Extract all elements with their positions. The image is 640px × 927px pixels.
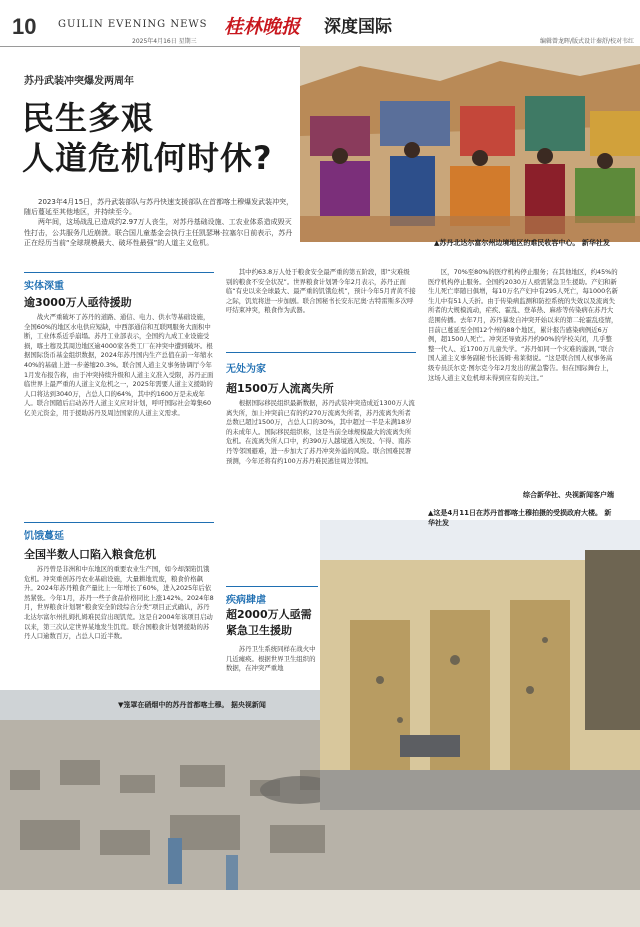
- article-byline: 综合新华社、央视新闻客户端: [523, 491, 614, 499]
- headline-line-2: 人道危机何时休?: [22, 139, 273, 177]
- column3-body-text: 区，70%至80%的医疗机构停止服务；在其他地区，约45%的医疗机构停止服务。全国约2030万人亟需紧急卫生援助。产妇和新生儿死亡率随日俱增，每10万名产妇中有295人死亡，每1000名新生儿中有51人夭折。由于传染病监测和防控系统的失效以及流离失所者的大规模流动，疟疾、霍乱、登革热、麻疹等传染病在苏丹大范围传播。去年7月，苏丹暴发自冲突开始以来的第二轮霍乱疫情，目前已蔓延至全国12个州的88个地区，累计报告感染病例近6万例，超1500人死亡。冲突还导致苏丹约90%的学校关闭，几乎整整一代人、近1700万儿童失学。“苏丹如同一个灾难的漩涡，”联合国人道主义事务副秘书长汤姆·弗莱彻说。“这是联合国人权事务高级专员沃尔克·图尔克今年2月发出的紧急警告。但在国际舞台上，这场人道主义危机却未得到应有的关注。”: [428, 268, 618, 382]
- divider-sec1: [24, 272, 214, 273]
- section-body-3-text: 根据国际移民组织最新数据，苏丹武装冲突造成近1300万人流离失所，加上冲突前已有的约270万流离失所者，苏丹流离失所者总数已超过1500万，占总人口的30%，其中超过一半是未满18岁的未成年人。国际移民组织称，这是当前全球规模最大的流离失所危机。在流离失所人口中，约390万人越境逃入埃及、乍得、南苏丹等邻国避难，进一步加大了苏丹冲突外溢的风险。联合国难民署预测，今年还将有约100万苏丹难民逃往周边邻国。: [226, 399, 415, 465]
- divider-sec4: [226, 586, 318, 587]
- top-photo-caption: ▲苏丹北达尔富尔州边境地区的难民收容中心。 新华社发: [434, 239, 610, 247]
- paper-name-en: GUILIN EVENING NEWS: [58, 19, 208, 30]
- section-body-4: [226, 645, 316, 705]
- logo-text: 桂林晚报: [224, 16, 301, 38]
- divider-sec3: [226, 352, 416, 353]
- section-title-1: 逾3000万人亟待援助: [24, 296, 132, 309]
- photo-refugee-camp: [300, 46, 640, 242]
- article-headline: [22, 98, 273, 178]
- section-title: 深度国际: [324, 17, 392, 37]
- lead-paragraph-1: 2023年4月15日，苏丹武装部队与苏丹快速支援部队在首都喀土穆爆发武装冲突，随后蔓延至其他地区，并持续至今。: [24, 198, 294, 217]
- page-header: [0, 0, 640, 47]
- section-head-2: 饥饿蔓延: [24, 531, 64, 542]
- editor-credits: 编辑曾龙晖/版式设计秦舒/校对韦红: [539, 38, 634, 45]
- page-number: 10: [12, 14, 37, 39]
- section-title-3: 超1500万人流离失所: [226, 382, 334, 395]
- section-title-4: 超2000万人亟需紧急卫生援助: [226, 608, 312, 637]
- section-title-2: 全国半数人口陷入粮食危机: [24, 548, 156, 561]
- column2-body-top-text: 其中约63.8万人处于粮食安全最严重的第五阶段，即“灾难级别的粮食不安全状况”。世界粮食计划署今年2月表示，苏丹正面临“有史以来全球最大、最严重的饥饿危机”，预计今年5月青黄不接之际，饥荒将进一步加剧。联合国秘书长安东尼奥·古特雷斯多次呼吁结束冲突，粮食作为武器。: [226, 268, 416, 315]
- bottom-photos: [0, 520, 640, 927]
- issue-date: 2025年4月16日 星期三: [132, 38, 197, 45]
- section-body-2-text: 苏丹曾是非洲和中东地区的重要农业生产国，如今却深陷饥饿危机。冲突重创苏丹农业基础设施，大量耕地荒废，粮食价格飙升。2024年苏丹粮食产量比上一年增长了60%，进入2025年后依然紧张。今年1月，苏丹一些子食品价格同比上涨142%。2024年8月，世界粮食计划署“粮食安全阶段综合分类”项目正式确认，苏丹北达尔富尔州扎姆扎姆难民营出现饥荒。这是自2004年该项目启动以来，第三次认定世界某地发生饥荒。联合国粮食计划署援助的苏丹人口逾数百万，占总人口近半数。: [24, 565, 214, 641]
- section-body-1: [24, 313, 214, 510]
- lead-paragraph-2: 两年间，这场战乱已造成约2.97万人丧生，对苏丹基础设施、工农业体系造成毁灭性打击，公共服务几近崩溃。联合国儿童基金会执行主任凯瑟琳·拉塞尔日前表示，苏丹正在经历当前“全球规模最大、破坏性最强”的人道主义危机。: [24, 218, 293, 247]
- headline-line-1: 民生多艰: [22, 99, 155, 137]
- section-body-1-text: 战火严重破坏了苏丹的道路、通信、电力、供水等基础设施，全国60%的地区水电供应短缺，中西部通信和互联网服务大面积中断，工业体系近乎崩塌。苏丹工业部表示，全国约九成工业设施受损，喀土穆及其周边地区逾4000家各类工厂在冲突中遭到破坏。根据国际货币基金组织数据，2024年苏丹国内生产总值在前一年缩水40%的基础上进一步萎缩20.3%。联合国人道主义事务协调厅今年1月发布报告称，由于冲突持续升级和人道主义准入受限，苏丹正面临世界上最严重的人道主义危机之一，2025年需要人道主义援助的人口将达到3040万，占总人口的64%，其中约1600万是未成年人。联合国随后启动苏丹人道主义应对计划，呼吁国际社会筹集60亿美元资金，用于援助苏丹及周边国家的人道主义需求。: [24, 313, 214, 417]
- right-photo-caption: ▲这是4月11日在苏丹首都喀土穆拍摄的受损政府大楼。 新华社发: [428, 509, 612, 527]
- article-lead: [24, 197, 294, 248]
- newspaper-logo: [222, 12, 308, 38]
- section-head-1: 实体深重: [24, 281, 64, 292]
- section-head-4: 疾病肆虐: [226, 595, 266, 606]
- section-body-4-text: 苏丹卫生系统同样在战火中几近瘫痪。根据世界卫生组织的数据，在冲突严重地: [226, 645, 316, 673]
- section-head-3: 无处为家: [226, 364, 266, 375]
- column3-body: [428, 268, 618, 473]
- bottom-photo-caption: ▼笼罩在硝烟中的苏丹首都喀土穆。 据央视新闻: [118, 701, 266, 709]
- column2-body-top: [226, 268, 416, 346]
- article-kicker: 苏丹武装冲突爆发两周年: [24, 76, 134, 87]
